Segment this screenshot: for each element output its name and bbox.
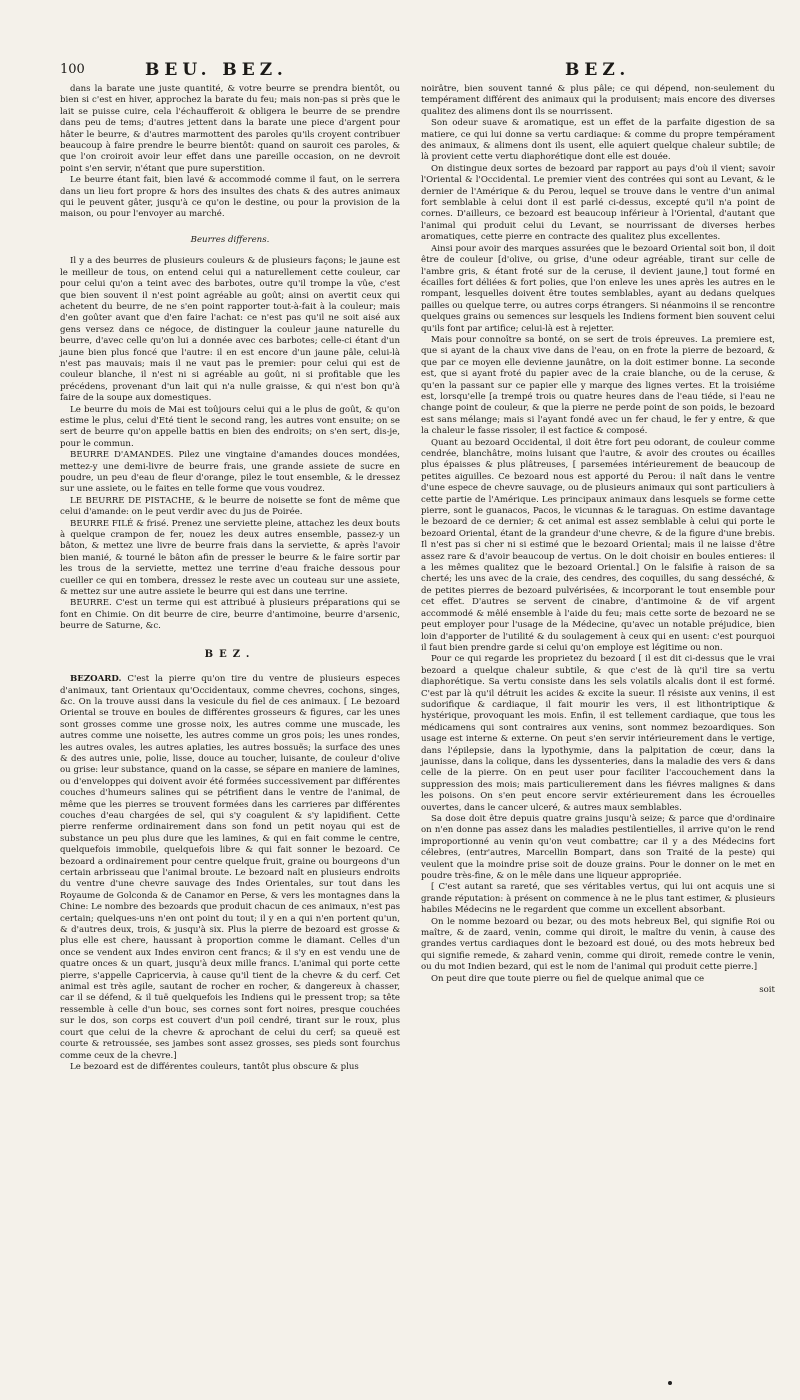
right-column [421, 84, 775, 997]
paragraph: On le nomme bezoard ou bezar, ou des mots hebreux Bel, qui signifie Roi ou maître, & de zaard, venin, comme qui diroit, le maître du venin, à cause des grandes vertus cardiaques dont le bezoard est doué, ou des mots hebreux bed qui signifie remede, & zahard venin, comme qui diroit, remede contre le venin, ou du mot Indien bezard, qui est le nom de l'animal qui produit cette pierre.] [421, 916, 775, 973]
paragraph: dans la barate une juste quantité, & votre beurre se prendra bientôt, ou bien si c'est en hiver, approchez la barate du feu; mais non-pas si près que le lait se puisse cuire, cela l'échaufferoit & obligera le beurre de se prendre dans peu de tems; d'autres jettent dans la barate une piece d'argent pour hâter le beurre, & d'autres marmottent des paroles qu'ils croyent contribuer beaucoup à faire prendre le beurre bientôt: quand on sauroit ces paroles, & que l'on croiroit avoir leur effet dans une pareille occasion, on ne devroit point s'en servir, n'étant que pure superstition. [60, 84, 400, 174]
paragraph: Sa dose doit être depuis quatre grains jusqu'à seize; & parce que d'ordinaire on n'en donne pas assez dans les maladies pestilentielles, il arrive qu'on le rend improportionné au venin qu'on veut combattre; car il y a des Médecins fort célebres, (entr'autres, Marcellin Bompart, dans son Traité de la peste) qui veulent que la moindre prise soit de douze grains. Pour le donner on le met en poudre très-fine, & on le mêle dans une liqueur appropriée. [421, 814, 775, 882]
paragraph: Pour ce qui regarde les proprietez du bezoard [ il est dit ci-dessus que le vrai bezoard a quelque chaleur subtile, & que c'est de là qu'il tire sa vertu diaphorétique. Sa vertu consiste dans les sels volatils alcalis dont il est formé. C'est par là qu'il détruit les acides & excite la sueur. Il résiste aux venins, il est sudorifique & cardiaque, il fait mourir les vers, il est lithontriptique & hystérique, provoquant les mois. Enfin, il est tellement cardiaque, que tous les médicamens qui sont contraires aux venins, sont nommez bezoardiques. Son usage est interne & externe. On peut s'en servir intérieurement dans le vertige, dans l'épilepsie, dans la lypothymie, dans la palpitation de cœur, dans la jaunisse, dans la colique, dans les dyssenteries, dans la maladie des vers & dans celle de la pierre. On en peut user pour faciliter l'accouchement dans la suppression des mois; mais particulierement dans les fiévres malignes & dans les poisons. On s'en peut encore servir extérieurement dans les écrouelles ouvertes, dans le cancer ulceré, & autres maux semblables. [421, 654, 775, 813]
catchword: soit [759, 985, 775, 996]
left-running-head: BEU. BEZ. [145, 60, 288, 80]
subheading: Beurres differens. [190, 234, 270, 245]
paragraph: noirâtre, bien souvent tanné & plus pâle; ce qui dépend, non-seulement du tempérament différent des animaux qui la produisent; mais encore des diverses qualitez des alimens dont ils se nourrissent. [421, 84, 775, 117]
paragraph: Le beurre du mois de Mai est toûjours celui qui a le plus de goût, & qu'on estime le plus, celui d'Eté tient le second rang, les autres vont ensuite; on se sert de beurre qu'on appelle battis en bien des endroits; on s'en sert, dis-je, pour le commun. [60, 404, 400, 449]
left-column [60, 84, 400, 1073]
paragraph: On peut dire que toute pierre ou fiel de quelque animal que ce [431, 973, 705, 984]
paragraph: BEURRE D'AMANDES. Pilez une vingtaine d'amandes douces mondées, mettez-y une demi-livre de beurre frais, une grande assiete de sucre en poudre, un peu d'eau de fleur d'orange, pilez le tout ensemble, & le dressez sur une assiete, ou le faites en telle forme que vous voudrez. [60, 450, 400, 495]
section-heading: BEZ. [204, 648, 256, 660]
paragraph: On distingue deux sortes de bezoard par rapport au pays d'où il vient; savoir l'Oriental & l'Occidental. Le premier vient des contrées qui sont au Levant, & le dernier de l'Amérique & du Perou, lequel se trouve dans le ventre d'un animal fort semblable à celui dont il est parlé ci-dessus, excepté qu'il n'a point de cornes. D'ailleurs, ce bezoard est beaucoup inférieur à l'Oriental, d'autant que l'animal qui produit celui du Levant, se nourrissant de diverses herbes aromatiques, cette pierre en contracte des qualitez plus excellentes. [421, 163, 775, 243]
headword: BEZOARD. [70, 674, 122, 685]
paragraph: Mais pour connoître sa bonté, on se sert de trois épreuves. La premiere est, que si ayant de la chaux vive dans de l'eau, on en frote la pierre de bezoard, & que par ce moyen elle devienne jaunâtre, on la doit estimer bonne. La seconde est, que si ayant froté du papier avec de la craie blanche, ou de la ceruse, & qu'en la passant sur ce papier elle y marque des lignes vertes. Et la troisiéme est, lorsqu'elle [a trempé trois ou quatre heures dans de l'eau tiéde, si l'eau ne change point de couleur, & que la pierre ne perde point de son poids, le bezoard est sans mélange; mais si l'ayant fondé avec un fer chaud, le fer y entre, & que la chaleur le fasse rissoler, il est factice & composé. [421, 334, 775, 437]
right-running-head: BEZ. [565, 60, 631, 80]
ink-speck [668, 1381, 672, 1385]
paragraph: BEURRE. C'est un terme qui est attribué à plusieurs préparations qui se font en Chimie. On dit beurre de cire, beurre d'antimoine, beurre d'arsenic, beurre de Saturne, &c. [60, 598, 400, 632]
paragraph: Ainsi pour avoir des marques assurées que le bezoard Oriental soit bon, il doit être de couleur [d'olive, ou grise, d'une odeur agréable, tirant sur celle de l'ambre gris, & étant froté sur de la ceruse, il devient jaune,] tout formé en écailles fort déliées & fort polies, que l'on enleve les unes après les autres en le rompant, lesquelles doivent être toutes semblables, ayant au dedans quelques pailles ou quelque terre, ou autres corps étrangers. Si néanmoins il se rencontre quelques grains ou semences sur lesquels les Indiens forment bien souvent celui qu'ils font par artifice; celui-là est à rejetter. [421, 243, 775, 334]
paragraph: Quant au bezoard Occidental, il doit être fort peu odorant, de couleur comme cendrée, blanchâtre, moins luisant que l'autre, & avoir des croutes ou écailles plus épaisses & plus plâtreuses, [ parsemées intérieurement de beaucoup de petites aiguilles. Ce bezoard nous est apporté du Perou: il naît dans le ventre d'une espece de chevre sauvage, ou de plusieurs animaux qui sont particuliers à cette partie de l'Amérique. Les principaux animaux dans lesquels se forme cette pierre, sont le guanacos, Pacos, le vicunnas & le taraguas. On estime davantage le bezoard de ce dernier; & cet animal est assez semblable à celui qui porte le bezoard Oriental, étant de la grandeur d'une chevre, & de la figure d'une brebis. Il n'est pas si cher ni si estimé que le bezoard Oriental; mais il ne laisse d'être assez rare & d'avoir beaucoup de vertus. On le doit choisir en boules entieres: il a les mêmes qualitez que le bezoard Oriental.] On le falsifie à raison de sa cherté; les uns avec de la craie, des cendres, des coquilles, du sang desséché, & de petites pierres de bezoard pulvérisées, & incorporant le tout ensemble pour cet effet. D'autres se servent de cinabre, d'antimoine & de vif argent accommodé & mêlé ensemble à l'aide du feu; mais cette sorte de bezoard ne se peut employer pour l'usage de la Médecine, qu'avec un notable préjudice, bien loin d'apporter de l'utilité & du soulagement à ceux qui en usent: c'est pourquoi il faut bien prendre garde si celui qu'on employe est légitime ou non. [421, 437, 775, 653]
paragraph: BEURRE FILÉ & frisé. Prenez une serviette pleine, attachez les deux bouts à quelque crampon de fer, nouez les deux autres ensemble, passez-y un bâton, & mettez une livre de beurre frais dans la serviette, & après l'avoir bien manié, & tourné le bâton afin de presser le beurre & le faire sortir par les trous de la serviette, mettez une terrine d'eau fraiche dessous pour cueiller ce qui en tombera, dressez le reste avec un couteau sur une assiete, & mettez sur une autre assiete le beurre qui est dans une terrine. [60, 518, 400, 598]
paragraph-text: C'est la pierre qu'on tire du ventre de plusieurs especes d'animaux, tant Orientaux qu'Occidentaux, comme chevres, cochons, singes, &c. On la trouve aussi dans la vesicule du fiel de ces animaux. [ Le bezoard Oriental se trouve en boules de différentes grosseurs & figures, car les unes sont grosses comme une grosse noix, les autres comme une muscade, les autres comme une noisette, les autres comme un gros pois; les unes rondes, les autres ovales, les autres aplaties, les autres bossuës; la surface des unes & des autres unie, polie, lisse, douce au toucher, luisante, de couleur d'olive ou grise: leur substance, quand on la casse, se sépare en maniere de lamines, ou d'enveloppes qui doivent avoir été formées successivement par différentes couches d'humeurs salines qui se pétrifient dans le ventre de l'animal, de même que les pierres se trouvent formées dans les carrieres par différentes couches d'eau chargées de sel, qui s'y coagulent & s'y lapidifient. Cette pierre renferme ordinairement dans son fond un petit noyau qui est de substance un peu plus dure que les lamines, & qui en fait comme le centre, quelquefois immobile, quelquefois libre & qui fait sonner le bezoard. Ce bezoard a ordinairement pour centre quelque fruit, graine ou bourgeons d'un certain arbrisseau que l'animal broute. Le bezoard naît en plusieurs endroits du ventre d'une chevre sauvage des Indes Orientales, sur tout dans les Royaume de Golconda & de Canamor en Perse, & vers les montagnes dans la Chine: Le nombre des bezoards que produit chacun de ces animaux, n'est pas certain; quelques-uns n'en ont point du tout; il y en a qui n'en portent qu'un, & d'autres deux, trois, & jusqu'à six. Plus la pierre de bezoard est grosse & plus elle est chere, haussant à proportion comme le diamant. Celles d'un once se vendent aux Indes environ cent francs; & il s'y en est vendu une de quatre onces & un quart, jusqu'à deux mille francs. L'animal qui porte cette pierre, s'appelle Capricervia, à cause qu'il tient de la chevre & du cerf. Cet animal est très agile, sautant de rocher en rocher, & dangereux à chasser, car il se défend, & il tuë quelquefois les Indiens qui le pressent trop; sa tête ressemble à celle d'un bouc, ses cornes sont fort noires, presque couchées sur le dos, son corps est couvert d'un poil cendré, tirant sur le roux, plus court que celui de la chevre & aprochant de celui du cerf; sa queuë est courte & retroussée, ses jambes sont assez grosses, ses pieds sont fourchus comme ceux de la chevre.] [60, 674, 400, 1061]
paragraph: Le beurre étant fait, bien lavé & accommodé comme il faut, on le serrera dans un lieu fort propre & hors des insultes des chats & des autres animaux qui le peuvent gâter, jusqu'à ce qu'on le destine, ou pour la provision de la maison, ou pour l'envoyer au marché. [60, 175, 400, 220]
entry-bezoard [60, 674, 400, 1062]
page-number: 100 [60, 62, 85, 77]
paragraph: Il y a des beurres de plusieurs couleurs & de plusieurs façons; le jaune est le meilleur de tous, on entend celui qui a naturellement cette couleur, car pour celui qu'on a teint avec des barbotes, outre qu'il trompe la vûe, c'est que bien souvent il n'est point agréable au goût; ainsi on avertit ceux qui achetent du beurre, de ne s'en point rapporter tout-à-fait à la couleur; mais d'en goûter avant que d'en faire l'achat: ce n'est pas qu'il ne soit aisé aux gens versez dans ce négoce, de distinguer la couleur jaune naturelle du beurre, d'avec celle qu'on lui a donnée avec ces barbotes; celle-ci étant d'un jaune bien plus foncé que l'autre: il en est encore d'un jaune pâle, celui-là n'est pas mauvais; mais il ne vaut pas le premier: pour celui qui est de couleur blanche, il n'est ni si agréable au goût, ni si profitable que les précédens, provenant d'un lait qui n'a nulle graisse, & qui n'est bon qu'à faire de la soupe aux domestiques. [60, 256, 400, 404]
paragraph: [ C'est autant sa rareté, que ses véritables vertus, qui lui ont acquis une si grande réputation: à présent on commence à ne le plus tant estimer, & plusieurs habiles Médecins ne le regardent que comme un excellent absorbant. [421, 882, 775, 916]
paragraph: LE BEURRE DE PISTACHE, & le beurre de noisette se font de même que celui d'amande: on le peut verdir avec du jus de Poirée. [60, 495, 400, 518]
paragraph: Son odeur suave & aromatique, est un effet de la parfaite digestion de sa matiere, ce qui lui donne sa vertu cardiaque: & comme du propre tempérament des animaux, & alimens dont ils usent, elle aquiert quelque chaleur subtile; de là provient cette vertu diaphorétique dont elle est douée. [421, 118, 775, 163]
paragraph: Le bezoard est de différentes couleurs, tantôt plus obscure & plus [70, 1061, 359, 1072]
running-header [60, 60, 780, 86]
